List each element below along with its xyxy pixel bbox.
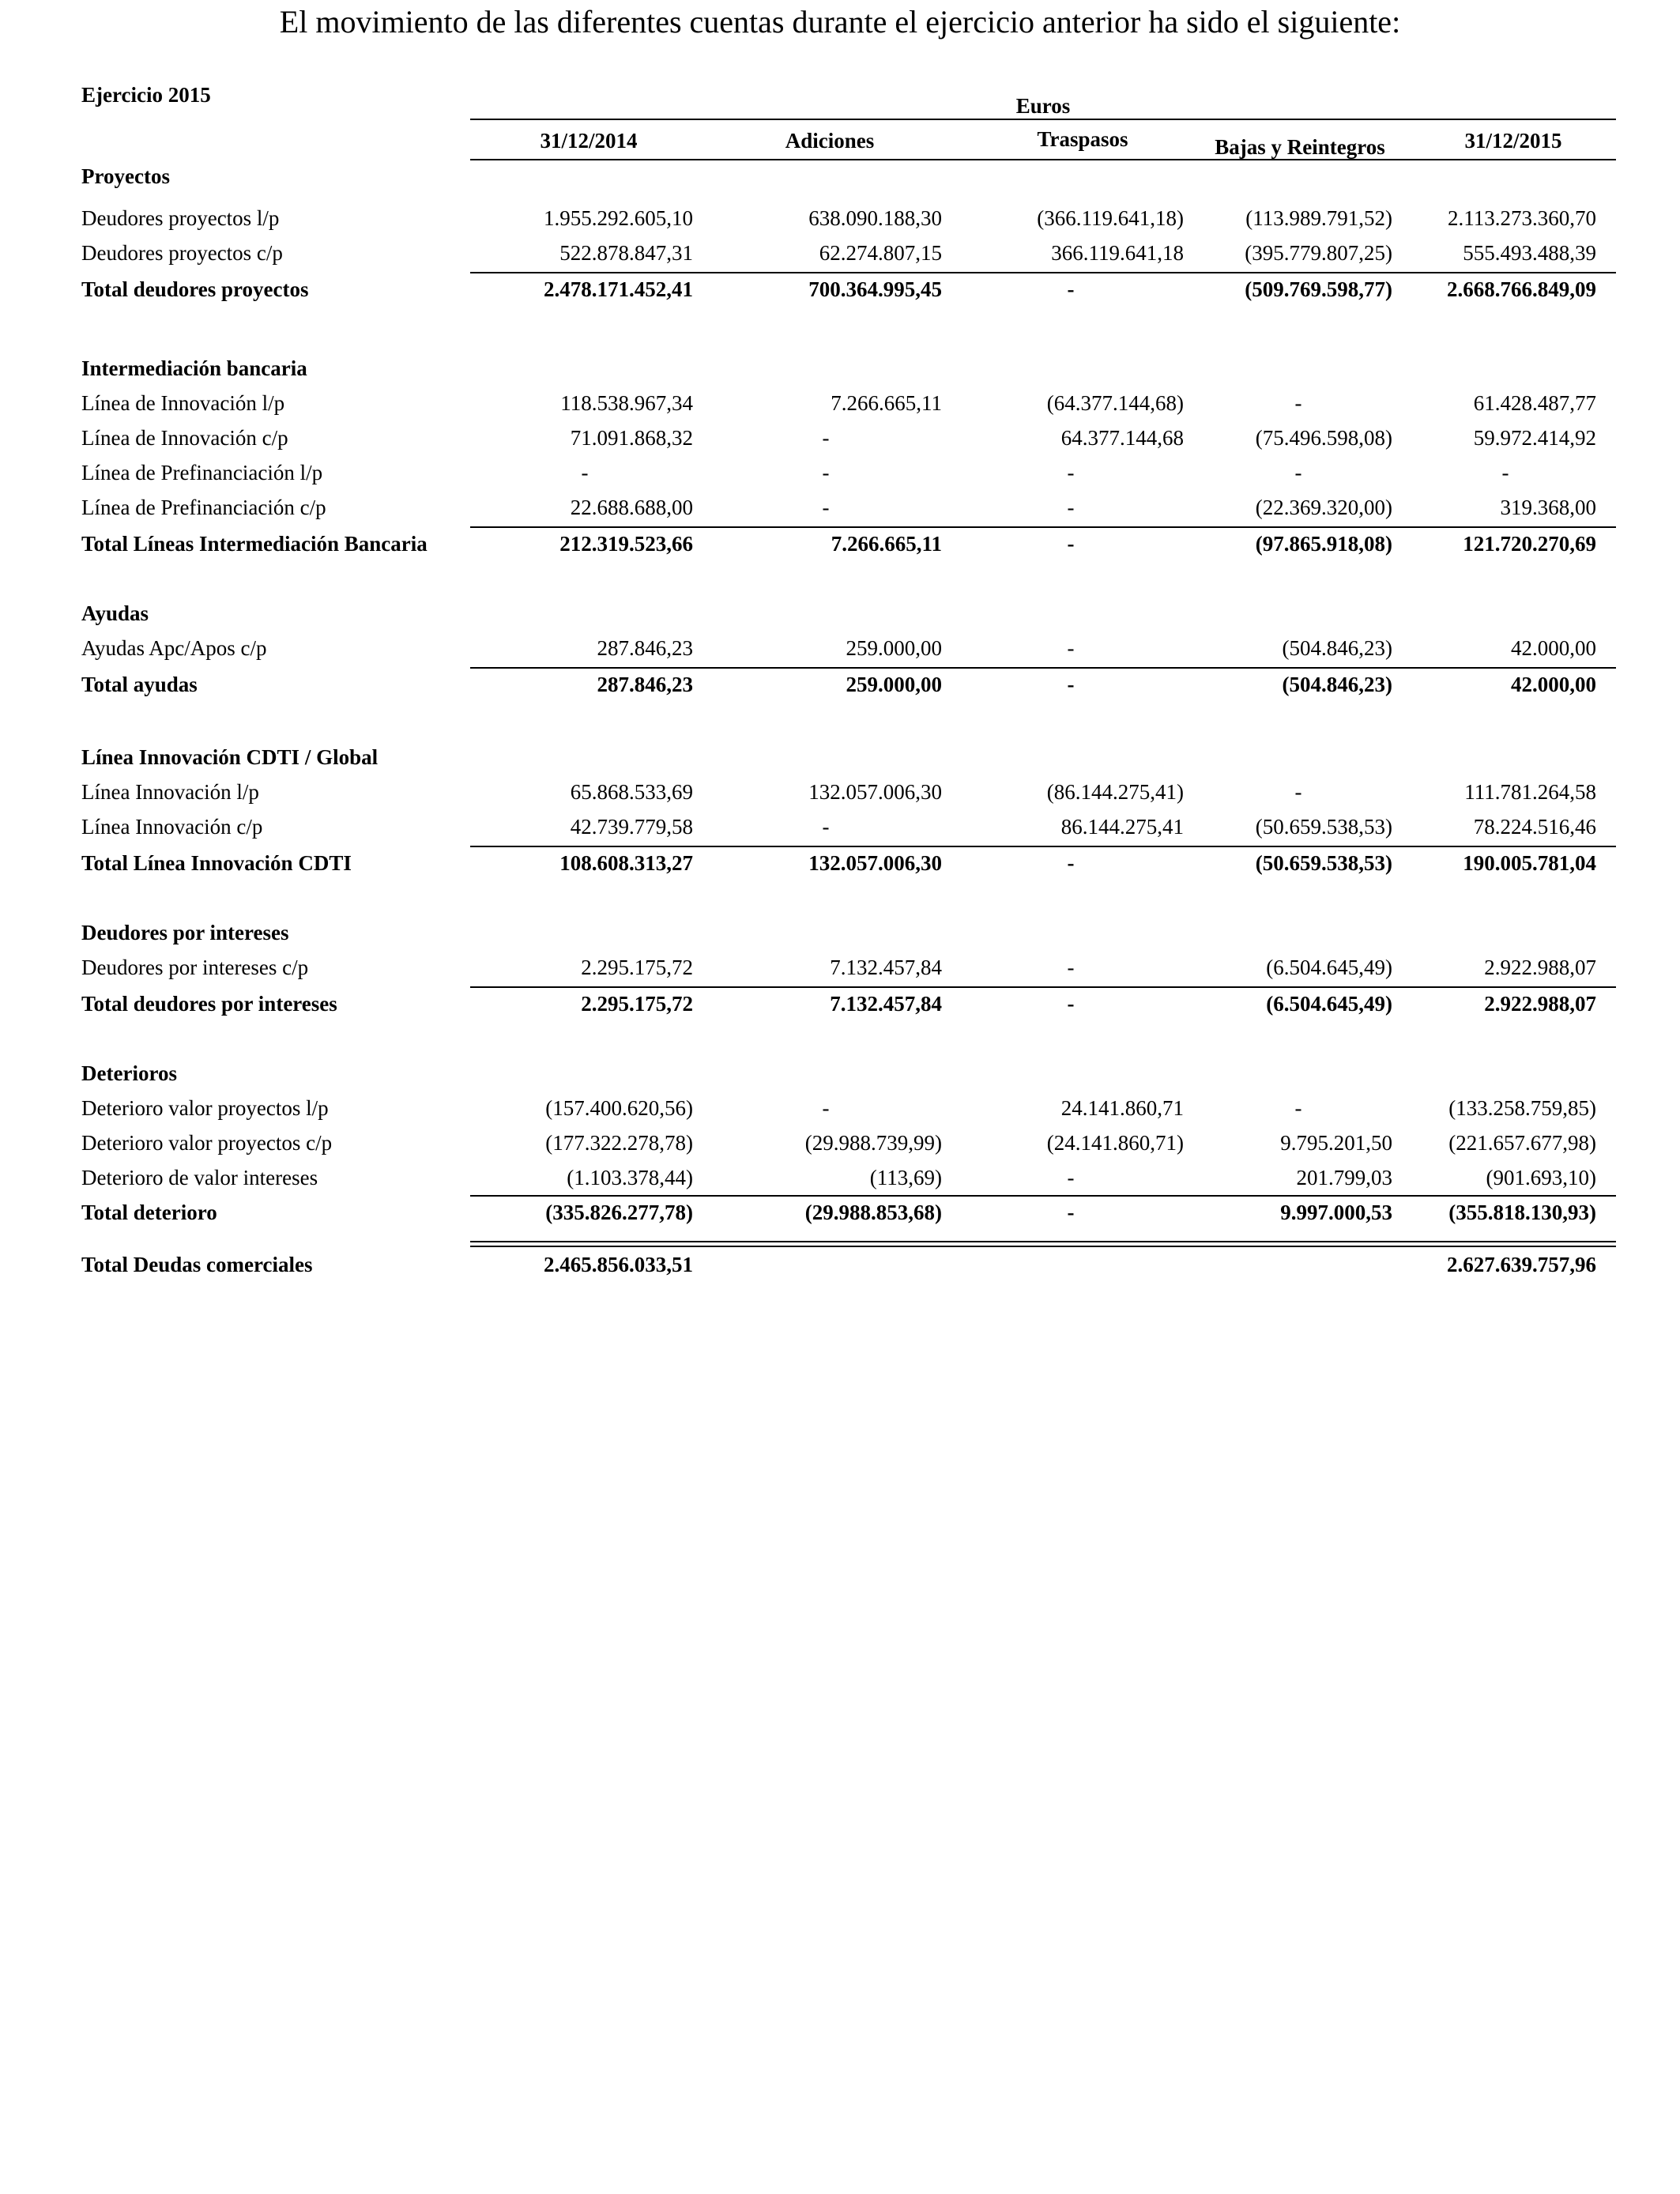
cell-value: - — [1067, 277, 1075, 301]
cell-value: 22.688.688,00 — [570, 496, 693, 519]
cell-value: 121.720.270,69 — [1463, 532, 1596, 556]
cell-value: 2.295.175,72 — [581, 992, 693, 1016]
cell-value: 259.000,00 — [846, 636, 942, 660]
cell-value: - — [1067, 673, 1075, 696]
row-label: Total ayudas — [81, 673, 198, 696]
row-label: Total Líneas Intermediación Bancaria — [81, 532, 428, 556]
row-label: Ayudas Apc/Apos c/p — [81, 636, 267, 660]
cell-value: 2.668.766.849,09 — [1447, 277, 1596, 301]
cell-value: (6.504.645,49) — [1266, 956, 1392, 979]
cell-value: 2.113.273.360,70 — [1448, 206, 1596, 230]
cell-value: (50.659.538,53) — [1255, 851, 1392, 875]
row-label: Línea Innovación CDTI / Global — [81, 745, 379, 769]
table-row — [0, 237, 1680, 269]
cell-value: 2.465.856.033,51 — [544, 1253, 693, 1276]
total-row — [0, 847, 1680, 879]
cell-value: 2.478.171.452,41 — [544, 277, 693, 301]
cell-value: 2.295.175,72 — [581, 956, 693, 979]
column-header-31-12-2014: 31/12/2014 — [540, 129, 638, 153]
cell-value: 64.377.144,68 — [1060, 426, 1184, 450]
cell-value: 7.266.665,11 — [831, 391, 942, 415]
row-label: Proyectos — [81, 164, 170, 188]
cell-value: (113,69) — [869, 1166, 942, 1189]
cell-value: (29.988.739,99) — [804, 1131, 942, 1155]
cell-value: - — [1294, 780, 1302, 804]
cell-value: (133.258.759,85) — [1448, 1096, 1596, 1120]
row-label: Línea de Prefinanciación l/p — [81, 461, 323, 484]
cell-value: (22.369.320,00) — [1255, 496, 1392, 519]
cell-value: (504.846,23) — [1282, 673, 1392, 696]
cell-value: 212.319.523,66 — [559, 532, 693, 556]
intro-text: El movimiento de las diferentes cuentas durante el ejercicio anterior ha sido el siguiente: — [279, 4, 1401, 40]
cell-value: (366.119.641,18) — [1037, 206, 1184, 230]
table-row — [0, 1127, 1680, 1159]
cell-value: - — [1067, 496, 1075, 519]
row-label: Total Línea Innovación CDTI — [81, 851, 352, 875]
cell-value: (86.144.275,41) — [1046, 780, 1184, 804]
cell-value: - — [1294, 461, 1302, 484]
cell-value: - — [822, 496, 830, 519]
cell-value: 7.132.457,84 — [830, 956, 942, 979]
table-row — [0, 811, 1680, 843]
cell-value: 9.997.000,53 — [1280, 1201, 1392, 1224]
total-row — [0, 669, 1680, 700]
cell-value: 9.795.201,50 — [1280, 1131, 1392, 1155]
cell-value: - — [822, 461, 830, 484]
cell-value: (335.826.277,78) — [545, 1201, 693, 1224]
cell-value: 7.266.665,11 — [831, 532, 942, 556]
cell-value: 108.608.313,27 — [559, 851, 693, 875]
row-label: Deudores proyectos c/p — [81, 241, 283, 265]
cell-value: 319.368,00 — [1500, 496, 1596, 519]
cell-value: 287.846,23 — [597, 673, 693, 696]
row-label: Línea de Prefinanciación c/p — [81, 496, 326, 519]
table-row — [0, 632, 1680, 664]
cell-value: - — [822, 1096, 830, 1120]
cell-value: 7.132.457,84 — [830, 992, 942, 1016]
cell-value: 638.090.188,30 — [808, 206, 942, 230]
cell-value: 62.274.807,15 — [819, 241, 942, 265]
cell-value: - — [1067, 1166, 1075, 1189]
cell-value: 2.627.639.757,96 — [1447, 1253, 1596, 1276]
row-label: Línea Innovación l/p — [81, 780, 259, 804]
section-heading — [0, 352, 1680, 384]
cell-value: 118.538.967,34 — [560, 391, 693, 415]
row-label: Total deterioro — [81, 1201, 217, 1224]
total-row — [0, 1197, 1680, 1228]
cell-value: (75.496.598,08) — [1255, 426, 1392, 450]
cell-value: (24.141.860,71) — [1046, 1131, 1184, 1155]
cell-value: (509.769.598,77) — [1245, 277, 1392, 301]
row-label: Deudores por intereses — [81, 921, 289, 944]
table-row — [0, 202, 1680, 234]
column-header-31-12-2015: 31/12/2015 — [1464, 129, 1562, 153]
cell-value: - — [1067, 532, 1075, 556]
cell-value: (97.865.918,08) — [1255, 532, 1392, 556]
table-row — [0, 1092, 1680, 1124]
table-row — [0, 422, 1680, 454]
cell-value: 700.364.995,45 — [808, 277, 942, 301]
cell-value: - — [1067, 851, 1075, 875]
cell-value: (901.693,10) — [1486, 1166, 1596, 1189]
table-row — [0, 1162, 1680, 1193]
cell-value: 59.972.414,92 — [1473, 426, 1596, 450]
row-label: Línea Innovación c/p — [81, 815, 263, 839]
row-label: Total Deudas comerciales — [81, 1253, 313, 1276]
section-heading — [0, 598, 1680, 629]
cell-value: 65.868.533,69 — [570, 780, 693, 804]
cell-value: (157.400.620,56) — [545, 1096, 693, 1120]
cell-value: 132.057.006,30 — [808, 780, 942, 804]
column-header-adiciones: Adiciones — [785, 129, 875, 153]
cell-value: (64.377.144,68) — [1046, 391, 1184, 415]
cell-value: 78.224.516,46 — [1473, 815, 1596, 839]
row-label: Línea de Innovación l/p — [81, 391, 285, 415]
table-row — [0, 492, 1680, 523]
cell-value: 61.428.487,77 — [1473, 391, 1596, 415]
total-row — [0, 273, 1680, 305]
year-label: Ejercicio 2015 — [81, 83, 211, 107]
cell-value: 111.781.264,58 — [1464, 780, 1596, 804]
cell-value: - — [1067, 1201, 1075, 1224]
section-heading — [0, 1057, 1680, 1089]
cell-value: 190.005.781,04 — [1463, 851, 1596, 875]
section-heading — [0, 917, 1680, 948]
total-row — [0, 528, 1680, 560]
row-label: Deterioro de valor intereses — [81, 1166, 318, 1189]
table-row — [0, 457, 1680, 488]
table-row — [0, 776, 1680, 808]
cell-value: (395.779.807,25) — [1245, 241, 1392, 265]
cell-value: 86.144.275,41 — [1060, 815, 1184, 839]
cell-value: 259.000,00 — [846, 673, 942, 696]
cell-value: 201.799,03 — [1296, 1166, 1392, 1189]
cell-value: 132.057.006,30 — [808, 851, 942, 875]
row-label: Deterioro valor proyectos c/p — [81, 1131, 333, 1155]
cell-value: (221.657.677,98) — [1448, 1131, 1596, 1155]
cell-value: (6.504.645,49) — [1266, 992, 1392, 1016]
section-heading — [0, 160, 1680, 192]
cell-value: - — [1067, 461, 1075, 484]
cell-value: - — [1067, 992, 1075, 1016]
column-header-bajas-y-reintegros: Bajas y Reintegros — [1215, 135, 1385, 159]
cell-value: - — [1294, 1096, 1302, 1120]
cell-value: 1.955.292.605,10 — [544, 206, 693, 230]
section-heading — [0, 741, 1680, 773]
column-header-traspasos: Traspasos — [1037, 127, 1128, 151]
cell-value: (177.322.278,78) — [545, 1131, 693, 1155]
cell-value: 2.922.988,07 — [1484, 992, 1596, 1016]
cell-value: (1.103.378,44) — [567, 1166, 693, 1189]
cell-value: (113.989.791,52) — [1245, 206, 1392, 230]
cell-value: (29.988.853,68) — [804, 1201, 942, 1224]
row-label: Total deudores por intereses — [81, 992, 337, 1016]
cell-value: 366.119.641,18 — [1051, 241, 1184, 265]
cell-value: 287.846,23 — [597, 636, 693, 660]
cell-value: 42.739.779,58 — [570, 815, 693, 839]
table-row — [0, 387, 1680, 419]
row-label: Deterioros — [81, 1061, 177, 1085]
row-label: Intermediación bancaria — [81, 356, 307, 380]
cell-value: 2.922.988,07 — [1484, 956, 1596, 979]
cell-value: - — [822, 815, 830, 839]
cell-value: 555.493.488,39 — [1463, 241, 1596, 265]
row-label: Deudores proyectos l/p — [81, 206, 280, 230]
cell-value: - — [1294, 391, 1302, 415]
cell-value: 522.878.847,31 — [559, 241, 693, 265]
row-label: Deterioro valor proyectos l/p — [81, 1096, 329, 1120]
table-row — [0, 952, 1680, 983]
grand-total-row — [0, 1249, 1680, 1280]
cell-value: (355.818.130,93) — [1448, 1201, 1596, 1224]
cell-value: - — [1501, 461, 1509, 484]
row-label: Ayudas — [81, 601, 149, 625]
cell-value: 71.091.868,32 — [570, 426, 693, 450]
total-row — [0, 988, 1680, 1020]
row-label: Deudores por intereses c/p — [81, 956, 309, 979]
cell-value: - — [1067, 956, 1075, 979]
cell-value: 42.000,00 — [1511, 673, 1596, 696]
row-label: Total deudores proyectos — [81, 277, 309, 301]
cell-value: - — [581, 461, 589, 484]
row-label: Línea de Innovación c/p — [81, 426, 288, 450]
cell-value: - — [1067, 636, 1075, 660]
cell-value: 24.141.860,71 — [1060, 1096, 1184, 1120]
cell-value: 42.000,00 — [1511, 636, 1596, 660]
cell-value: - — [822, 426, 830, 450]
currency-label: Euros — [1015, 94, 1071, 118]
cell-value: (504.846,23) — [1282, 636, 1392, 660]
cell-value: (50.659.538,53) — [1255, 815, 1392, 839]
